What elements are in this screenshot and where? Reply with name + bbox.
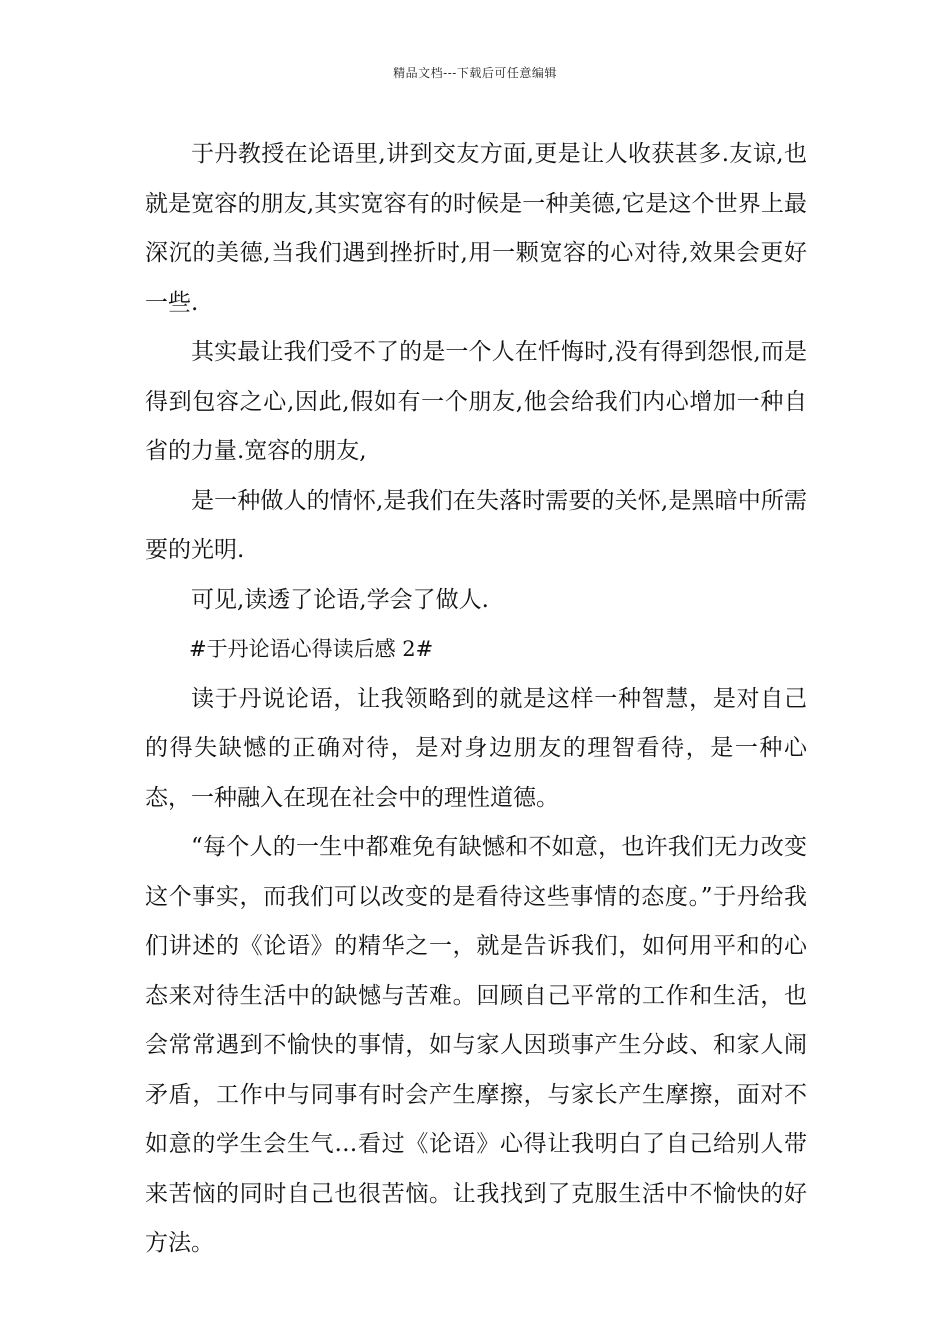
- paragraph-wisdom: 读于丹说论语，让我领略到的就是这样一种智慧，是对自己的得失缺憾的正确对待，是对身边朋友的理智看待，是一种心态，一种融入在现在社会中的理性道德。: [145, 685, 807, 811]
- paragraph-regret-quote: “每个人的一生中都难免有缺憾和不如意，也许我们无力改变这个事实，而我们可以改变的是看待这些事情的态度。”于丹给我们讲述的《论语》的精华之一，就是告诉我们，如何用平和的心态来对待生活中的缺憾与苦难。回顾自己平常的工作和生活，也会常常遇到不愉快的事情，如与家人因琐事产生分歧、和家人闹矛盾，工作中与同事有时会产生摩擦，与家长产生摩擦，面对不如意的学生会生气…看过《论语》心得让我明白了自己给别人带来苦恼的同时自己也很苦恼。让我找到了克服生活中不愉快的好方法。: [145, 834, 807, 1256]
- paragraph-conclusion: 可见,读透了论语,学会了做人.: [191, 586, 489, 613]
- paragraph-friendship-tolerance: 于丹教授在论语里,讲到交友方面,更是让人收获甚多.友谅,也就是宽容的朋友,其实宽容有的时候是一种美德,它是这个世界上最深沉的美德,当我们遇到挫折时,用一颗宽容的心对待,效果会更好一些.: [145, 141, 807, 316]
- document-body: [145, 130, 807, 1269]
- paragraph-sentiment: 是一种做人的情怀,是我们在失落时需要的关怀,是黑暗中所需要的光明.: [145, 487, 807, 563]
- section-heading: #于丹论语心得读后感 2#: [189, 637, 434, 661]
- page-header: 精品文档---下载后可任意编辑: [393, 66, 557, 80]
- paragraph-repentance: 其实最让我们受不了的是一个人在忏悔时,没有得到怨恨,而是得到包容之心,因此,假如有一个朋友,他会给我们内心增加一种自省的力量.宽容的朋友,: [145, 339, 807, 464]
